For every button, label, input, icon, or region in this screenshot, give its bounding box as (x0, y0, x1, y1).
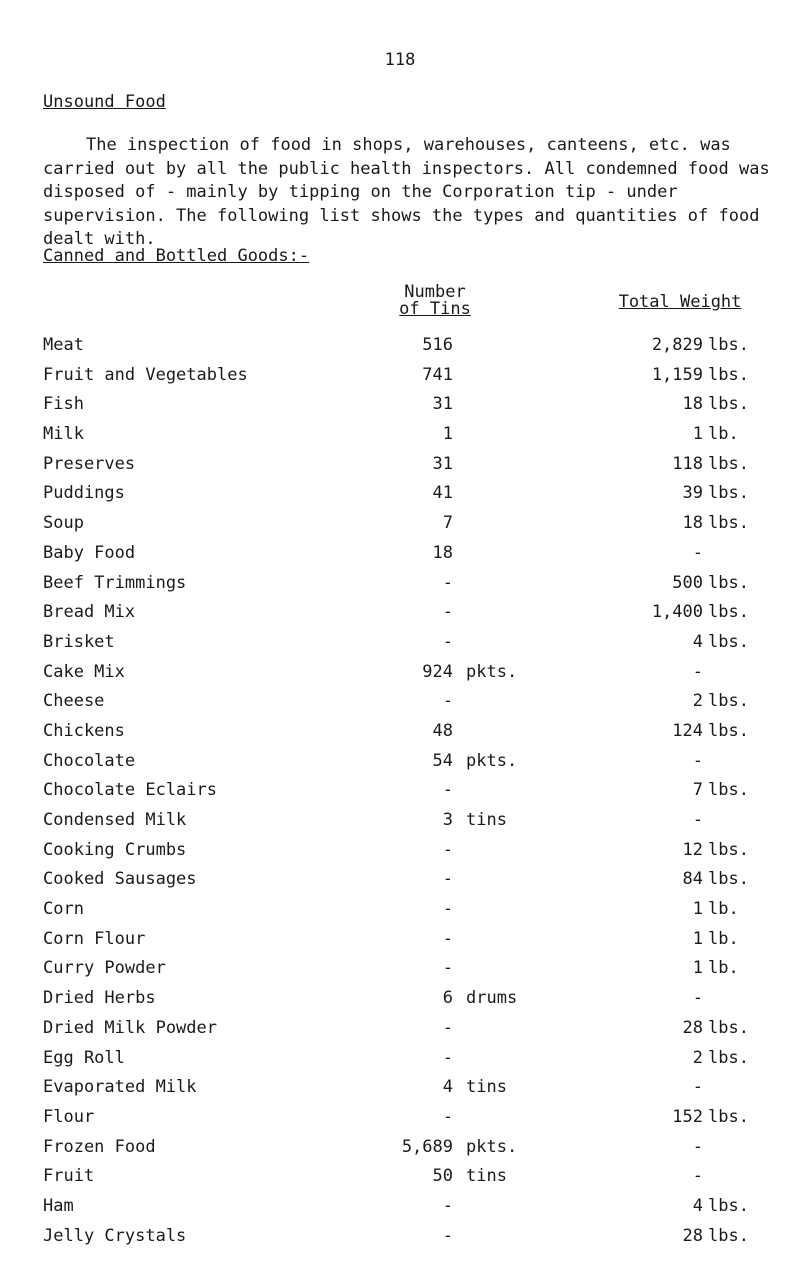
food-table (43, 335, 763, 1255)
weight-unit: lbs. (708, 869, 749, 890)
weight-unit: lbs. (708, 1047, 749, 1068)
weight-unit: lbs. (708, 364, 749, 385)
table-row (43, 513, 763, 543)
column-header-weight: Total Weight (618, 292, 742, 312)
tins-count: 41 (432, 483, 453, 504)
table-row (43, 454, 763, 484)
item-name: Fish (43, 394, 84, 415)
item-name: Cake Mix (43, 661, 125, 682)
item-name: Puddings (43, 483, 125, 504)
weight-value: - (692, 1136, 703, 1157)
weight-value: 84 (682, 869, 703, 890)
item-name: Bread Mix (43, 602, 136, 623)
tins-count: 5,689 (401, 1136, 453, 1157)
tins-count: 1 (442, 424, 453, 445)
tins-count: 31 (432, 394, 453, 415)
weight-unit: lbs. (708, 1017, 749, 1038)
weight-unit: lbs. (708, 602, 749, 623)
weight-value: 500 (672, 572, 703, 593)
table-row (43, 810, 763, 840)
tins-count: - (442, 928, 453, 949)
weight-value: 2 (692, 1047, 703, 1068)
item-name: Evaporated Milk (43, 1077, 197, 1098)
table-row (43, 483, 763, 513)
weight-value: 1,400 (651, 602, 703, 623)
weight-value: 28 (682, 1225, 703, 1246)
table-row (43, 543, 763, 573)
tins-count: - (442, 899, 453, 920)
table-row (43, 691, 763, 721)
item-name: Corn Flour (43, 928, 146, 949)
item-name: Flour (43, 1106, 95, 1127)
item-name: Cooking Crumbs (43, 839, 187, 860)
subsection-title: Canned and Bottled Goods:- (43, 246, 310, 266)
tins-count: - (442, 1017, 453, 1038)
weight-value: 1 (692, 958, 703, 979)
table-row (43, 573, 763, 603)
weight-unit: lbs. (708, 631, 749, 652)
tins-count: 54 (432, 750, 453, 771)
item-name: Jelly Crystals (43, 1225, 187, 1246)
weight-unit: lbs. (708, 1195, 749, 1216)
intro-text: The inspection of food in shops, warehouses, canteens, etc. was carried out by all the public health inspectors. All condemned food was disposed of - mainly by tipping on the Corporation tip - under supervision. The following list shows the types and quantities of food dealt with. (43, 135, 770, 249)
table-row (43, 958, 763, 988)
column-header-tins-line2: of Tins (399, 299, 471, 319)
tins-count: 924 (422, 661, 453, 682)
weight-unit: lbs. (708, 691, 749, 712)
tins-count: - (442, 958, 453, 979)
tins-count: 6 (442, 988, 453, 1009)
tins-count: - (442, 839, 453, 860)
tins-unit: tins (466, 1077, 507, 1098)
item-name: Condensed Milk (43, 810, 187, 830)
item-name: Brisket (43, 631, 115, 652)
weight-unit: lb. (708, 424, 739, 445)
tins-unit: drums (466, 988, 518, 1009)
tins-count: - (442, 631, 453, 652)
tins-count: 18 (432, 542, 453, 563)
tins-unit: tins (466, 810, 507, 830)
weight-value: 1 (692, 928, 703, 949)
tins-unit: tins (466, 1166, 507, 1187)
weight-unit: lb. (708, 899, 739, 920)
tins-count: - (442, 1195, 453, 1216)
tins-count: 31 (432, 453, 453, 474)
item-name: Meat (43, 335, 84, 355)
tins-count: - (442, 1106, 453, 1127)
tins-count: - (442, 691, 453, 712)
tins-count: - (442, 1047, 453, 1068)
item-name: Dried Herbs (43, 988, 156, 1009)
weight-value: 2,829 (651, 335, 703, 355)
column-header-tins (390, 284, 480, 318)
item-name: Dried Milk Powder (43, 1017, 217, 1038)
tins-unit: pkts. (466, 1136, 518, 1157)
table-row (43, 1018, 763, 1048)
weight-value: 4 (692, 1195, 703, 1216)
tins-count: 3 (442, 810, 453, 830)
table-row (43, 780, 763, 810)
item-name: Beef Trimmings (43, 572, 187, 593)
tins-count: - (442, 572, 453, 593)
table-row (43, 602, 763, 632)
tins-count: - (442, 869, 453, 890)
table-row (43, 1166, 763, 1196)
weight-value: 12 (682, 839, 703, 860)
weight-unit: lbs. (708, 335, 749, 355)
item-name: Frozen Food (43, 1136, 156, 1157)
weight-value: 1 (692, 424, 703, 445)
item-name: Preserves (43, 453, 136, 474)
table-row (43, 424, 763, 454)
item-name: Curry Powder (43, 958, 166, 979)
table-row (43, 988, 763, 1018)
weight-unit: lbs. (708, 483, 749, 504)
weight-unit: lbs. (708, 839, 749, 860)
table-row (43, 721, 763, 751)
tins-unit: pkts. (466, 661, 518, 682)
weight-unit: lbs. (708, 1225, 749, 1246)
weight-unit: lbs. (708, 394, 749, 415)
weight-unit: lbs. (708, 780, 749, 801)
weight-value: 124 (672, 720, 703, 741)
item-name: Baby Food (43, 542, 136, 563)
item-name: Corn (43, 899, 84, 920)
weight-value: - (692, 750, 703, 771)
weight-value: 2 (692, 691, 703, 712)
column-header-tins-line1: Number (404, 282, 466, 302)
table-row (43, 394, 763, 424)
table-row (43, 1196, 763, 1226)
tins-count: 48 (432, 720, 453, 741)
item-name: Chocolate (43, 750, 136, 771)
weight-unit: lbs. (708, 513, 749, 534)
tins-count: 4 (442, 1077, 453, 1098)
weight-unit: lbs. (708, 1106, 749, 1127)
table-row (43, 632, 763, 662)
table-row (43, 1077, 763, 1107)
page-number: 118 (384, 50, 416, 70)
tins-count: 7 (442, 513, 453, 534)
weight-unit: lb. (708, 958, 739, 979)
weight-unit: lbs. (708, 720, 749, 741)
weight-value: 152 (672, 1106, 703, 1127)
tins-count: 50 (432, 1166, 453, 1187)
tins-count: 741 (422, 364, 453, 385)
item-name: Cooked Sausages (43, 869, 197, 890)
weight-value: 1 (692, 899, 703, 920)
item-name: Fruit (43, 1166, 95, 1187)
weight-value: - (692, 1166, 703, 1187)
table-row (43, 1048, 763, 1078)
item-name: Fruit and Vegetables (43, 364, 248, 385)
section-title: Unsound Food (43, 92, 166, 112)
weight-value: 39 (682, 483, 703, 504)
weight-value: 1,159 (651, 364, 703, 385)
weight-value: 18 (682, 394, 703, 415)
weight-value: - (692, 1077, 703, 1098)
item-name: Ham (43, 1195, 74, 1216)
table-row (43, 899, 763, 929)
table-row (43, 662, 763, 692)
weight-value: - (692, 810, 703, 830)
weight-value: - (692, 661, 703, 682)
weight-value: - (692, 988, 703, 1009)
item-name: Egg Roll (43, 1047, 125, 1068)
weight-value: 7 (692, 780, 703, 801)
tins-count: 516 (422, 335, 453, 355)
weight-value: 18 (682, 513, 703, 534)
tins-count: - (442, 602, 453, 623)
weight-unit: lbs. (708, 453, 749, 474)
table-row (43, 1226, 763, 1256)
weight-value: - (692, 542, 703, 563)
table-row (43, 335, 763, 365)
tins-unit: pkts. (466, 750, 518, 771)
tins-count: - (442, 780, 453, 801)
item-name: Cheese (43, 691, 105, 712)
item-name: Chocolate Eclairs (43, 780, 217, 801)
item-name: Chickens (43, 720, 125, 741)
table-row (43, 365, 763, 395)
weight-value: 4 (692, 631, 703, 652)
table-row (43, 840, 763, 870)
weight-unit: lbs. (708, 572, 749, 593)
table-row (43, 1107, 763, 1137)
weight-value: 28 (682, 1017, 703, 1038)
weight-unit: lb. (708, 928, 739, 949)
item-name: Milk (43, 424, 84, 445)
table-row (43, 869, 763, 899)
table-row (43, 929, 763, 959)
item-name: Soup (43, 513, 84, 534)
weight-value: 118 (672, 453, 703, 474)
table-row (43, 1137, 763, 1167)
tins-count: - (442, 1225, 453, 1246)
table-row (43, 751, 763, 781)
intro-paragraph (43, 134, 783, 252)
